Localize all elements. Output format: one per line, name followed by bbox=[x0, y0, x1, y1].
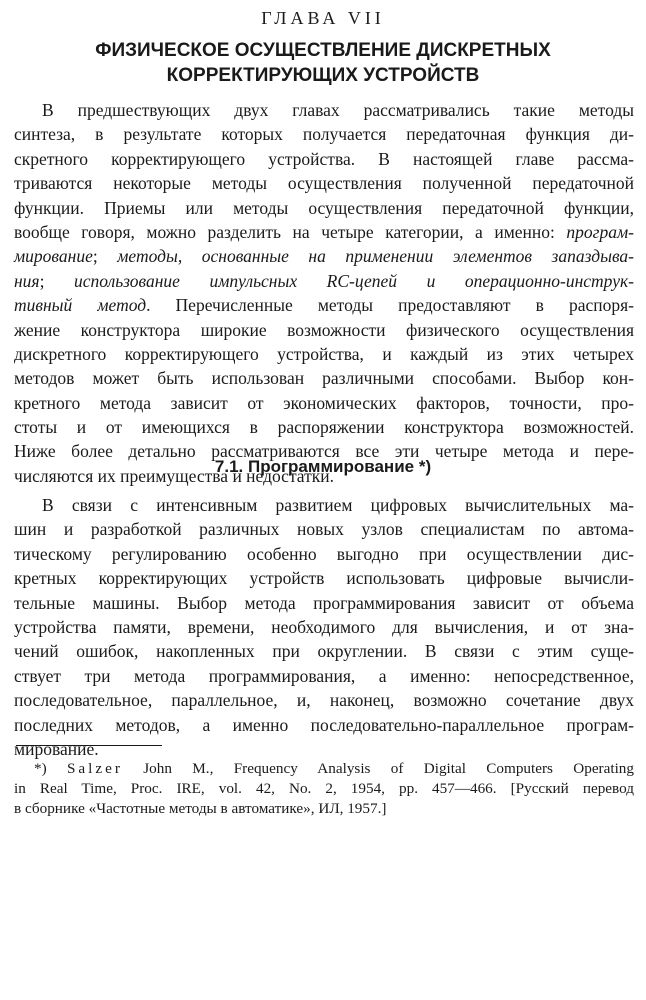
footnote-line: в сборнике «Частотные методы в автоматике», ИЛ, 1957.] bbox=[14, 800, 387, 817]
text-line: методов может быть использован различными способами. Выбор кон- bbox=[14, 368, 634, 389]
footnote-marker: *) bbox=[34, 760, 67, 777]
footnote-line bbox=[14, 759, 634, 779]
text-span: John M., Frequency Analysis of Digital Computers Operating bbox=[122, 760, 634, 777]
chapter-title-line-2: КОРРЕКТИРУЮЩИХ УСТРОЙСТВ bbox=[166, 65, 480, 86]
text-line: шин и разработкой различных новых узлов специалистам по автома- bbox=[14, 519, 634, 540]
text-span: ; bbox=[92, 246, 118, 267]
italic-term: использование импульсных RC-цепей и операционно-инструк- bbox=[73, 270, 634, 291]
text-line: триваются некоторые методы осуществления полученной передаточной bbox=[14, 173, 634, 194]
text-span: ; bbox=[39, 270, 74, 291]
footnote-author: Salzer bbox=[66, 760, 123, 777]
text-line: В предшествующих двух главах рассматривались такие методы bbox=[42, 100, 634, 120]
chapter-label: ГЛАВА VII bbox=[261, 8, 385, 28]
text-line: чений ошибок, накопленных при округлении. В связи с этим суще- bbox=[14, 641, 634, 662]
chapter-title-line-1: ФИЗИЧЕСКОЕ ОСУЩЕСТВЛЕНИЕ ДИСКРЕТНЫХ bbox=[95, 40, 551, 61]
italic-term: тивный метод bbox=[14, 295, 147, 316]
footnote-line: in Real Time, Proc. IRE, vol. 42, No. 2, 1954, pp. 457—466. [Русский перевод bbox=[14, 780, 634, 797]
italic-term: методы, основанные на применении элементов запаздыва- bbox=[117, 246, 634, 267]
text-line: кретного метода зависит от экономических факторов, точности, про- bbox=[14, 392, 634, 413]
text-line: тическому регулированию особенно выгодно при осуществлении дис- bbox=[14, 543, 634, 564]
text-span: вообще говоря, можно разделить на четыре категории, а именно: bbox=[14, 221, 567, 242]
text-line: последовательное, параллельное, и, наконец, возможно сочетание двух bbox=[14, 690, 634, 711]
text-line: скретного корректирующего устройства. В настоящей главе рассма- bbox=[14, 148, 634, 169]
text-line bbox=[14, 244, 634, 268]
italic-term: ния bbox=[14, 270, 40, 291]
text-line bbox=[14, 220, 634, 244]
italic-term: програм- bbox=[566, 221, 634, 242]
text-line: жение конструктора широкие возможности физического осуществления bbox=[14, 319, 634, 340]
footnote-divider bbox=[16, 745, 162, 746]
footnote bbox=[14, 759, 634, 819]
text-line: мирование. bbox=[14, 738, 99, 759]
text-line: Ниже более детально рассматриваются все эти четыре метода и пере- bbox=[14, 441, 634, 462]
intro-paragraph bbox=[14, 98, 634, 488]
text-line bbox=[14, 293, 634, 317]
text-span: . Перечисленные методы предоставляют в распоря- bbox=[146, 295, 634, 316]
text-line bbox=[14, 269, 634, 293]
chapter-title bbox=[0, 38, 646, 88]
text-line: функции. Приемы или методы осуществления передаточной функции, bbox=[14, 197, 634, 218]
text-line: числяются их преимущества и недостатки. bbox=[14, 465, 335, 486]
text-line: ствует три метода программирования, а именно: непосредственное, bbox=[14, 665, 634, 686]
text-line: тельные машины. Выбор метода программирования зависит от объема bbox=[14, 592, 634, 613]
text-line: В связи с интенсивным развитием цифровых вычислительных ма- bbox=[42, 495, 634, 515]
text-line: стоты и от имеющихся в распоряжении конструктора возможностей. bbox=[14, 417, 634, 438]
text-line: последних методов, а именно последовательно-параллельное програм- bbox=[14, 714, 634, 735]
text-line: кретных корректирующих устройств использовать цифровые вычисли- bbox=[14, 568, 634, 589]
section-paragraph bbox=[14, 493, 634, 761]
text-line: дискретного корректирующего устройства, и каждый из этих четырех bbox=[14, 343, 634, 364]
section-heading: 7.1. Программирование *) bbox=[214, 457, 432, 476]
italic-term: мирование bbox=[14, 246, 93, 267]
text-line: синтеза, в результате которых получается передаточная функция ди- bbox=[14, 124, 634, 145]
text-line: устройства памяти, времени, необходимого для вычисления, и от зна- bbox=[14, 616, 634, 637]
